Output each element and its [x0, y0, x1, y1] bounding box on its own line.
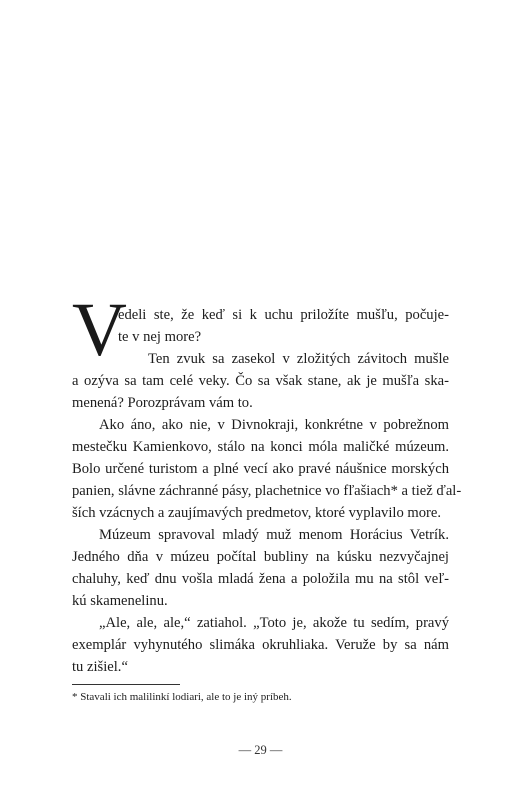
text-line: exemplár vyhynutého slimáka okruhliaka. Veruže by sa nám — [72, 637, 449, 653]
text-line: Ten zvuk sa zasekol v zložitých závitoch mušle — [148, 351, 449, 367]
text-line: Múzeum spravoval mladý muž menom Horácius Vetrík. — [99, 527, 449, 543]
text-line: tu zišiel.“ — [72, 659, 128, 675]
footnote: * Stavali ich malilinkí lodiari, ale to je iný príbeh. — [72, 691, 292, 703]
text-line: „Ale, ale, ale,“ zatiahol. „Toto je, akože tu sedím, pravý — [99, 615, 449, 631]
text-line: panien, slávne záchranné pásy, plachetnice vo fľašiach* a tiež ďal- — [72, 483, 462, 499]
text-line: a ozýva sa tam celé veky. Čo sa však stane, ak je mušľa ska- — [72, 373, 449, 389]
text-line: Jedného dňa v múzeu počítal bubliny na kúsku nezvyčajnej — [72, 549, 449, 565]
text-line: edeli ste, že keď si k uchu priložíte mušľu, počuje- — [118, 307, 449, 323]
text-line: te v nej more? — [118, 329, 202, 345]
drop-cap: V — [72, 288, 127, 372]
footnote-rule — [72, 684, 180, 685]
text-line: mestečku Kamienkovo, stálo na konci móla maličké múzeum. — [72, 439, 449, 455]
text-line: Ako áno, ako nie, v Divnokraji, konkrétne v pobrežnom — [99, 417, 449, 433]
text-line: Bolo určené turistom a plné vecí ako pravé náušnice morských — [72, 461, 449, 477]
page-number: — 29 — — [238, 743, 283, 757]
text-line: ších vzácnych a zaujímavých predmetov, ktoré vyplavilo more. — [72, 505, 442, 521]
text-line: kú skamenelinu. — [72, 593, 168, 609]
text-line: chaluhy, keď dnu vošla mladá žena a položila mu na stôl veľ- — [72, 571, 449, 587]
text-line: menená? Porozprávam vám to. — [72, 395, 253, 411]
opening-lines — [118, 304, 449, 348]
body-text — [72, 348, 462, 678]
